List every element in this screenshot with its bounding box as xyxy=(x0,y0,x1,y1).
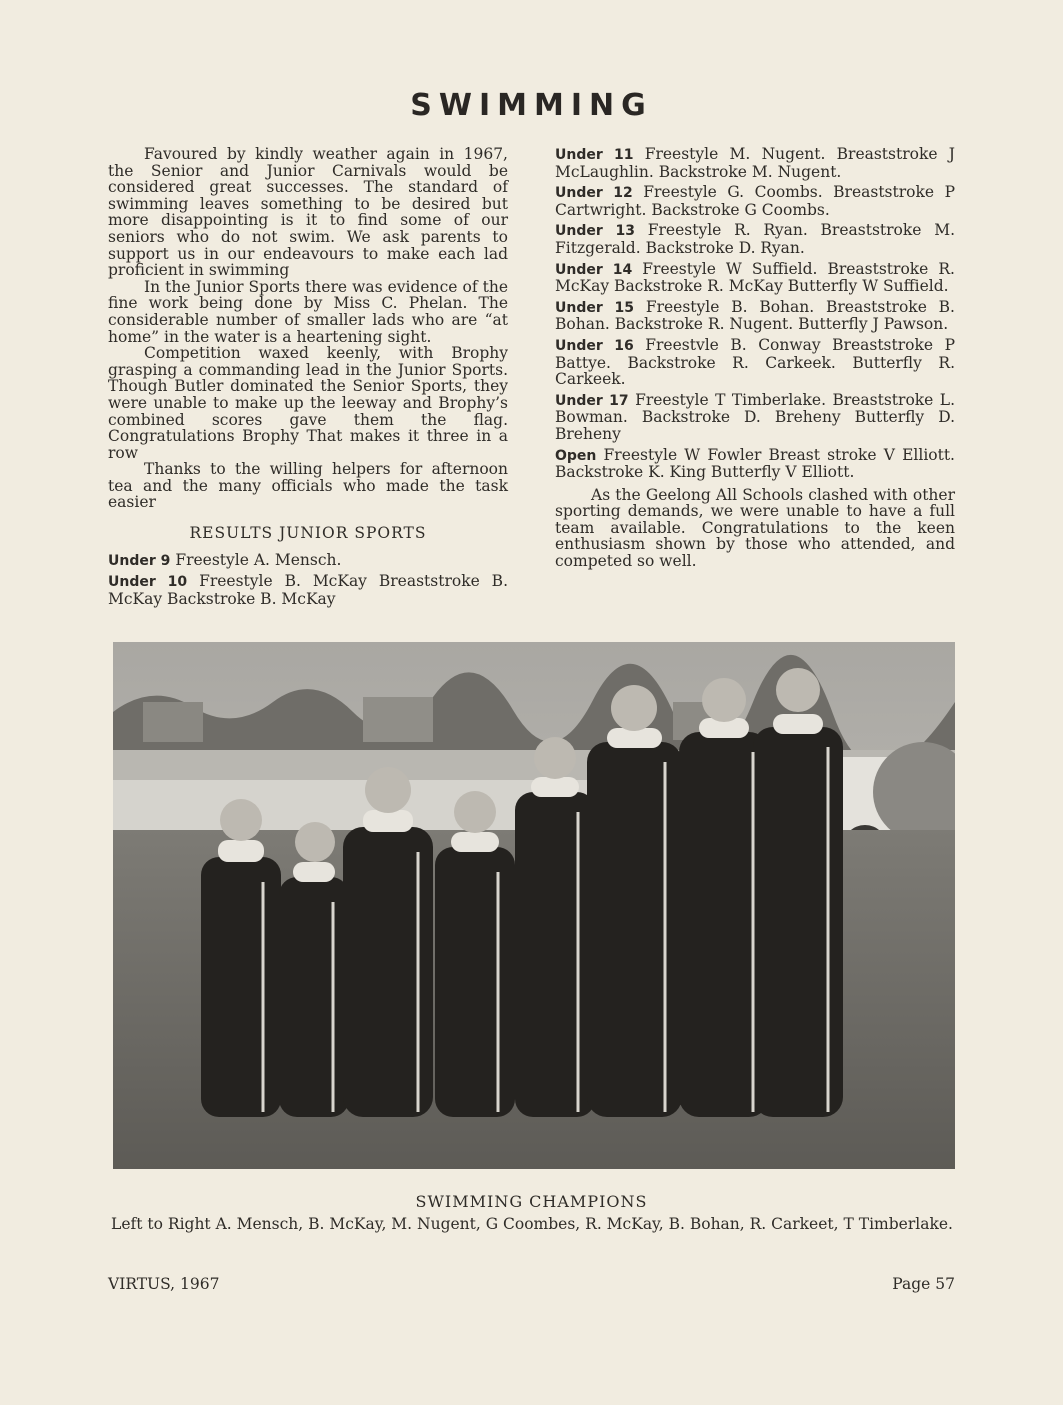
result-text: Freestyle A. Mensch. xyxy=(175,550,342,569)
age-group-label: Under 16 xyxy=(555,337,634,354)
age-group-label: Under 17 xyxy=(555,392,629,409)
photo-caption-body: Left to Right A. Mensch, B. McKay, M. Nugent, G Coombes, R. McKay, B. Bohan, R. Carkeet, T Timberlake. xyxy=(111,1215,953,1233)
age-group-label: Under 10 xyxy=(108,574,188,591)
age-group-label: Under 12 xyxy=(555,185,633,202)
result-text: Freestyle R. Ryan. Breaststroke M. Fitzgerald. Backstroke D. Ryan. xyxy=(555,221,955,257)
result-text: Freestyle B. Bohan. Breaststroke B. Bohan. Backstroke R. Nugent. Butterfly J Pawson. xyxy=(555,297,955,334)
result-entry xyxy=(555,392,955,443)
photo-caption-title: SWIMMING CHAMPIONS xyxy=(415,1192,648,1211)
age-group-label: Under 13 xyxy=(555,223,635,240)
competition-paragraph: Competition waxed keenly, with Brophy grasping a commanding lead in the Junior Sports. Though Butler dominated the Senior Sports, they were unable to make up the leeway and Brophy’s combined scores gave them the flag. Congratulations Brophy That makes it three in a row xyxy=(108,344,508,462)
age-group-label: Under 14 xyxy=(555,261,633,278)
result-text: Freestyle G. Coombs. Breaststroke P Cartwright. Backstroke G Coombs. xyxy=(555,183,955,219)
thanks-paragraph: Thanks to the willing helpers for afternoon tea and the many officials who made the task easier xyxy=(108,460,508,512)
page-title: SWIMMING xyxy=(410,88,653,123)
result-entry xyxy=(555,146,955,180)
result-entry xyxy=(555,447,955,481)
result-text: Freestyle B. McKay Breaststroke B. McKay Backstroke B. McKay xyxy=(108,572,508,608)
age-group-label: Under 15 xyxy=(555,299,634,316)
result-entry xyxy=(108,552,508,570)
result-text: Freestyle W Fowler Breast stroke V Elliott. Backstroke K. King Butterfly V Elliott. xyxy=(555,445,955,482)
result-text: Freestyle W Suffield. Breaststroke R. McKay Backstroke R. McKay Butterfly W Suffield. xyxy=(555,259,955,296)
page-number: Page 57 xyxy=(892,1275,955,1293)
age-group-label: Under 11 xyxy=(555,147,634,163)
right-column xyxy=(555,146,955,570)
closing-paragraph: As the Geelong All Schools clashed with other sporting demands, we were unable to have a full team available. Congratulations to the keen enthusiasm shown by those who attended, and competed so well. xyxy=(555,485,955,571)
left-column xyxy=(108,146,508,611)
result-text: Freestyle M. Nugent. Breaststroke J McLaughlin. Backstroke M. Nugent. xyxy=(555,145,955,181)
result-entry xyxy=(555,261,955,295)
result-text: Freestvle B. Conway Breaststroke P Battye. Backstroke R. Carkeek. Butterfly R. Carkeek. xyxy=(555,335,955,389)
results-heading: RESULTS JUNIOR SPORTS xyxy=(189,524,427,543)
publication-footer: VIRTUS, 1967 xyxy=(108,1275,220,1293)
team-photo-illustration xyxy=(113,642,955,1169)
intro-paragraph: Favoured by kindly weather again in 1967, the Senior and Junior Carnivals would be considered great successes. The standard of swimming leaves something to be desired but more disappointing is it to find some of our seniors who do not swim. We ask parents to support us in our endeavours to make each lad proficient in swimming xyxy=(108,145,508,280)
result-text: Freestyle T Timberlake. Breaststroke L. Bowman. Backstroke D. Breheny Butterfly D. Breheny xyxy=(555,390,955,443)
result-entry xyxy=(555,299,955,333)
team-photo xyxy=(113,642,955,1169)
age-group-label: Under 9 xyxy=(108,552,171,569)
result-entry xyxy=(555,337,955,388)
junior-sports-paragraph: In the Junior Sports there was evidence of the fine work being done by Miss C. Phelan. The considerable number of smaller lads who are “at home” in the water is a heartening sight. xyxy=(108,277,508,346)
result-entry xyxy=(108,573,508,607)
age-group-label: Open xyxy=(555,447,597,464)
result-entry xyxy=(555,184,955,218)
result-entry xyxy=(555,222,955,256)
